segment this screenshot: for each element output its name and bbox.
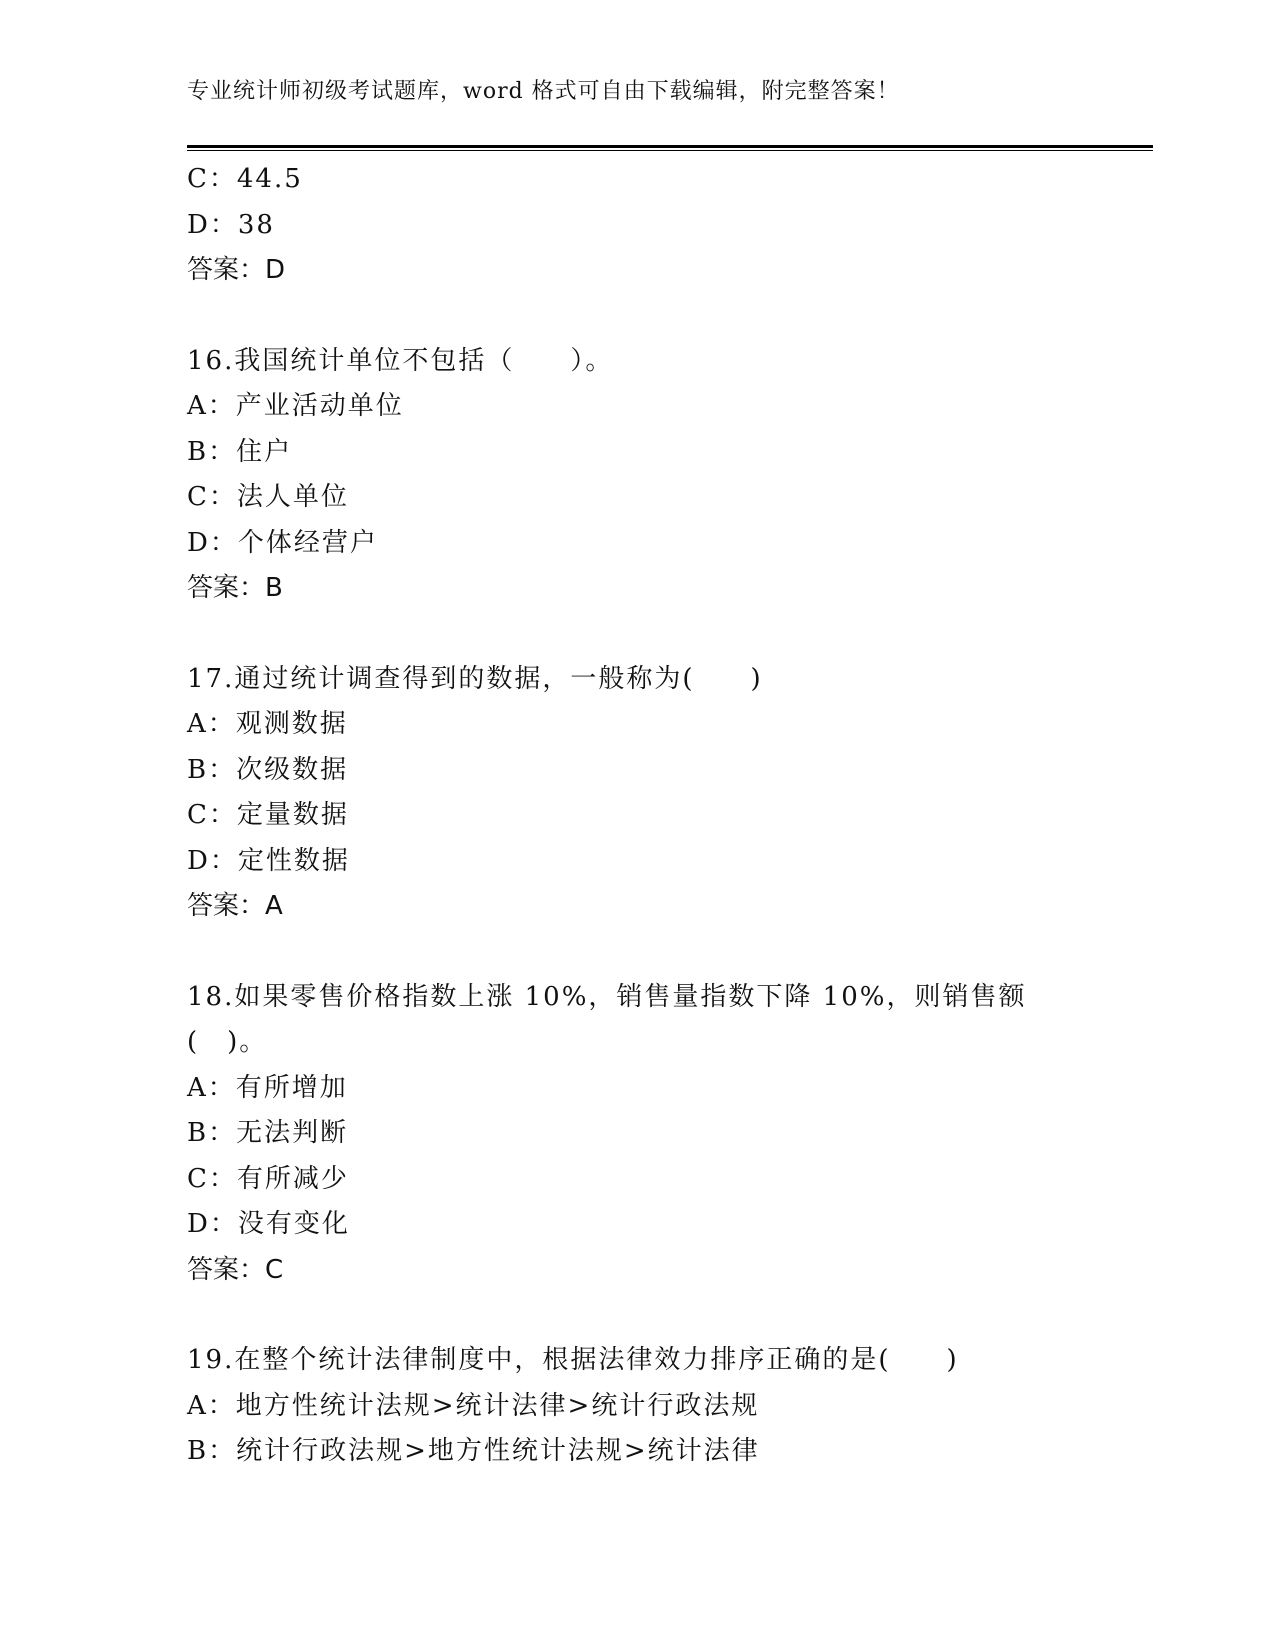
answer: 答案：A: [187, 891, 283, 921]
option-d: D：38: [187, 209, 275, 240]
answer: 答案：C: [187, 1254, 284, 1285]
option-a: A：观测数据: [187, 709, 348, 739]
answer: 答案：D: [187, 255, 286, 285]
option-b: B：住户: [187, 436, 293, 467]
question-17: [187, 657, 1047, 930]
header-divider-thin: [187, 150, 1153, 151]
question-list: [187, 157, 1047, 1475]
question-stem: 16.我国统计单位不包括（ ）。: [187, 345, 614, 376]
option-c: C：44.5: [187, 164, 303, 194]
answer: 答案：B: [187, 573, 283, 603]
option-c: C：有所减少: [187, 1163, 349, 1194]
option-b: B：无法判断: [187, 1118, 349, 1148]
option-a: A：地方性统计法规>统计法律>统计行政法规: [187, 1390, 760, 1421]
option-b: B：次级数据: [187, 754, 349, 785]
option-a: A：有所增加: [187, 1072, 348, 1103]
question-stem: 19.在整个统计法律制度中，根据法律效力排序正确的是( ): [187, 1345, 959, 1375]
option-b: B：统计行政法规>地方性统计法规>统计法律: [187, 1436, 760, 1466]
option-c: C：定量数据: [187, 800, 349, 830]
question-16: [187, 339, 1047, 612]
page-header: 专业统计师初级考试题库，word 格式可自由下载编辑，附完整答案！: [187, 79, 900, 104]
option-a: A：产业活动单位: [187, 391, 404, 421]
question-stem: 18.如果零售价格指数上涨 10%，销售量指数下降 10%，则销售额( )。: [187, 981, 1027, 1057]
option-d: D：个体经营户: [187, 527, 378, 558]
option-d: D：定性数据: [187, 845, 350, 876]
header-divider-thick: [187, 145, 1153, 148]
question-stem: 17.通过统计调查得到的数据，一般称为( ): [187, 663, 763, 694]
question-18: [187, 975, 1047, 1294]
question-19: [187, 1338, 1047, 1475]
question-15-tail: [187, 157, 1047, 294]
option-c: C：法人单位: [187, 482, 349, 512]
option-d: D：没有变化: [187, 1209, 350, 1239]
